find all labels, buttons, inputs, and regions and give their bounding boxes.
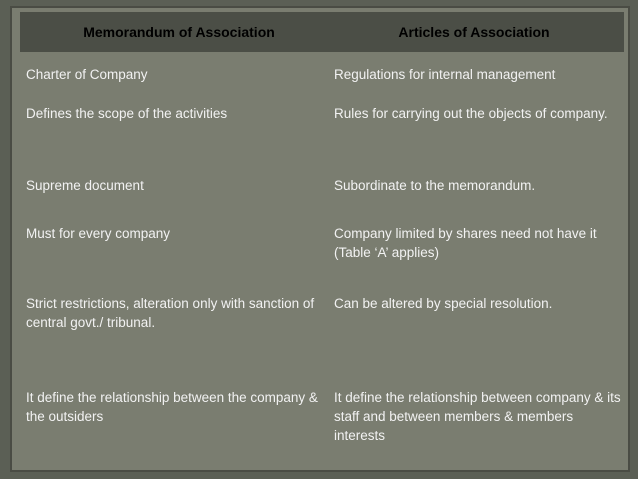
table-row: [20, 174, 624, 224]
memorandum-cell: It define the relationship between the company & the outsiders: [26, 390, 318, 424]
table-row: [20, 52, 624, 104]
articles-cell: Can be altered by special resolution.: [334, 296, 553, 311]
header-articles: Articles of Association: [398, 24, 550, 40]
articles-cell: Rules for carrying out the objects of company.: [334, 106, 608, 121]
articles-cell: It define the relationship between company & its staff and between members & members interests: [334, 390, 621, 443]
table-row: [20, 224, 624, 294]
header-memorandum: Memorandum of Association: [83, 24, 275, 40]
table-row: [20, 388, 624, 468]
memorandum-cell: Strict restrictions, alteration only with sanction of central govt./ tribunal.: [26, 296, 315, 330]
articles-cell: Subordinate to the memorandum.: [334, 178, 536, 193]
memorandum-cell: Charter of Company: [26, 67, 148, 82]
memorandum-cell: Defines the scope of the activities: [26, 106, 228, 121]
articles-cell: Company limited by shares need not have it (Table ‘A’ applies): [334, 226, 597, 260]
table-row: [20, 104, 624, 174]
table-frame: [10, 6, 630, 472]
comparison-table: [20, 12, 624, 468]
memorandum-cell: Supreme document: [26, 178, 144, 193]
table-row: [20, 294, 624, 388]
memorandum-cell: Must for every company: [26, 226, 171, 241]
articles-cell: Regulations for internal management: [334, 67, 556, 82]
table-header-row: [20, 12, 624, 52]
